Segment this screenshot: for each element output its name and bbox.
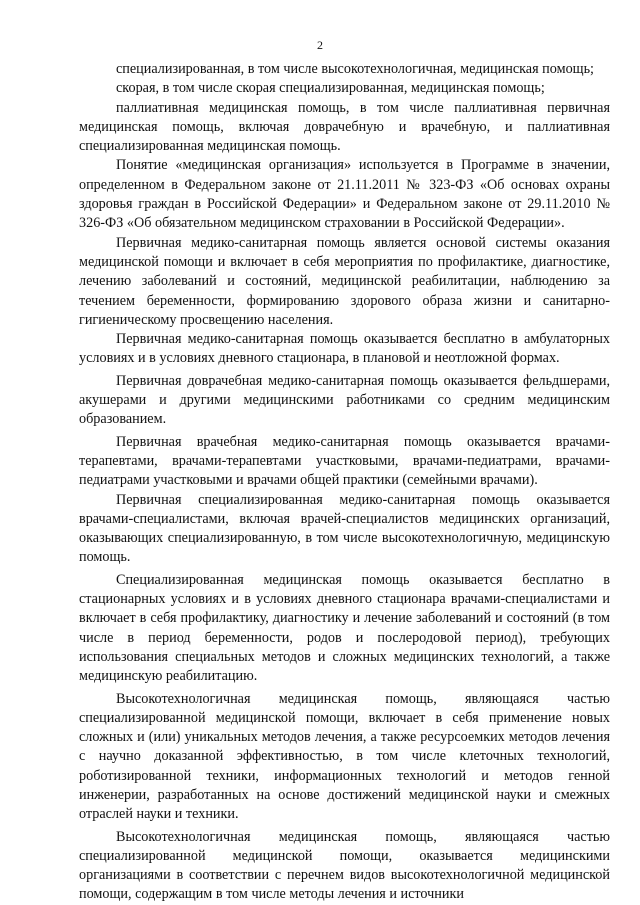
paragraph: паллиативная медицинская помощь, в том числе паллиативная первичная медицинская помощь, включая доврачебную и врачебную, и паллиативная специализированная медицинская помощь. bbox=[79, 99, 610, 155]
document-body bbox=[79, 60, 610, 905]
paragraph: Высокотехнологичная медицинская помощь, являющаяся частью специализированной медицинской помощи, включает в себя применение новых сложных и (или) уникальных методов лечения, а также ресурсоемких методов лечения с научно доказанной эффективностью, в том числе клеточных технологий, роботизированной техники, информационных технологий и методов генной инженерии, разработанных на основе достижений медицинской науки и смежных отраслей науки и техники. bbox=[79, 690, 610, 823]
paragraph: Первичная доврачебная медико-санитарная помощь оказывается фельдшерами, акушерами и другими медицинскими работниками со средним медицинским образованием. bbox=[79, 372, 610, 428]
paragraph: Понятие «медицинская организация» используется в Программе в значении, определенном в Федеральном законе от 21.11.2011 № 323-ФЗ «Об основах охраны здоровья граждан в Российской Федерации» и Федеральном законе от 29.11.2010 № 326-ФЗ «Об обязательном медицинском страховании в Российской Федерации». bbox=[79, 157, 610, 232]
page-number: 2 bbox=[317, 38, 323, 52]
paragraph: скорая, в том числе скорая специализированная, медицинская помощь; bbox=[116, 80, 545, 97]
paragraph: Специализированная медицинская помощь оказывается бесплатно в стационарных условиях и в условиях дневного стационара врачами-специалистами и включает в себя профилактику, диагностику и лечение заболеваний и состояний (в том числе в период беременности, родов и послеродовой период), требующих использования специальных методов и сложных медицинских технологий, а также медицинскую реабилитацию. bbox=[79, 571, 610, 685]
paragraph: Первичная медико-санитарная помощь является основой системы оказания медицинской помощи и включает в себя мероприятия по профилактике, диагностике, лечению заболеваний и состояний, медицинской реабилитации, наблюдению за течением беременности, формированию здорового образа жизни и санитарно-гигиеническому просвещению населения. bbox=[79, 234, 610, 328]
paragraph: Первичная медико-санитарная помощь оказывается бесплатно в амбулаторных условиях и в условиях дневного стационара, в плановой и неотложной формах. bbox=[79, 331, 610, 367]
paragraph: Высокотехнологичная медицинская помощь, являющаяся частью специализированной медицинской помощи, оказывается медицинскими организациями в соответствии с перечнем видов высокотехнологичной медицинской помощи, содержащим в том числе методы лечения и источники bbox=[79, 828, 610, 903]
paragraph: специализированная, в том числе высокотехнологичная, медицинская помощь; bbox=[116, 61, 594, 77]
paragraph: Первичная специализированная медико-санитарная помощь оказывается врачами-специалистами, включая врачей-специалистов медицинских организаций, оказывающих специализированную, в том числе высокотехнологичную, медицинскую помощь. bbox=[79, 491, 610, 566]
paragraph: Первичная врачебная медико-санитарная помощь оказывается врачами-терапевтами, врачами-терапевтами участковыми, врачами-педиатрами, врачами-педиатрами участковыми и врачами общей практики (семейными врачами). bbox=[79, 433, 610, 489]
